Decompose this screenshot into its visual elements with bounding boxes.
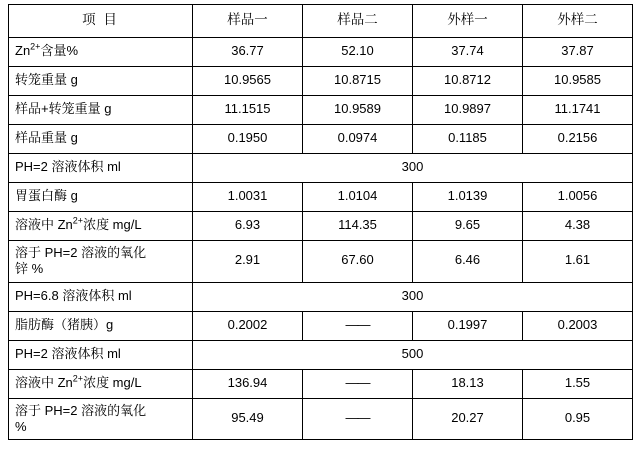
row-merged-value-cell xyxy=(193,282,633,311)
table-header-row xyxy=(9,5,633,38)
row-value-cell xyxy=(303,369,413,398)
results-table xyxy=(8,4,633,440)
row-label-cell xyxy=(9,340,193,369)
cell-value: 11.1741 xyxy=(554,101,601,116)
row-value-cell xyxy=(413,125,523,154)
row-label: $Zn^{2+}$含量% xyxy=(15,41,78,58)
table-row xyxy=(9,125,633,154)
row-value-cell xyxy=(413,398,523,440)
table-row xyxy=(9,340,633,369)
row-value-cell xyxy=(303,241,413,283)
row-value-cell xyxy=(413,369,523,398)
table-row xyxy=(9,311,633,340)
table-row xyxy=(9,282,633,311)
cell-value: 0.2002 xyxy=(227,316,268,332)
row-value-cell xyxy=(193,67,303,96)
row-value-cell xyxy=(413,96,523,125)
row-value-cell xyxy=(193,212,303,241)
table-row xyxy=(9,241,633,283)
row-value-cell xyxy=(193,241,303,283)
row-value-cell xyxy=(523,96,633,125)
cell-value: 10.9565 xyxy=(224,72,271,87)
row-value-cell xyxy=(523,67,633,96)
table-row xyxy=(9,96,633,125)
cell-value: 10.8712 xyxy=(444,72,491,87)
row-label-cell xyxy=(9,183,193,212)
column-header-sample-2: 样品二 xyxy=(303,5,413,38)
row-label: 溶液中 $Zn^{2+}$浓度 mg/L xyxy=(15,373,142,390)
column-header-external-2: 外样二 xyxy=(523,5,633,38)
cell-value: 18.13 xyxy=(451,374,484,390)
row-value-cell xyxy=(303,67,413,96)
row-value-cell xyxy=(303,183,413,212)
row-label: 转笼重量 g xyxy=(15,72,78,87)
cell-value: 300 xyxy=(401,287,424,303)
cell-value: 0.1950 xyxy=(227,130,268,145)
row-label: 溶液中 $Zn^{2+}$浓度 mg/L xyxy=(15,215,142,232)
row-merged-value-cell xyxy=(193,340,633,369)
cell-value: 36.77 xyxy=(231,43,264,58)
row-label-cell xyxy=(9,125,193,154)
cell-value: 67.60 xyxy=(341,252,374,268)
row-label-cell xyxy=(9,96,193,125)
row-value-cell xyxy=(413,212,523,241)
column-header-external-1: 外样一 xyxy=(413,5,523,38)
cell-value: 95.49 xyxy=(231,409,264,425)
row-value-cell xyxy=(523,38,633,67)
cell-value: 300 xyxy=(401,159,424,174)
row-label: PH=2 溶液体积 ml xyxy=(15,345,121,361)
cell-value: 10.9897 xyxy=(444,101,491,116)
cell-value: 20.27 xyxy=(451,409,484,425)
cell-value: 2.91 xyxy=(234,252,261,268)
table-body xyxy=(9,38,633,440)
cell-value: 9.65 xyxy=(454,217,481,232)
row-value-cell xyxy=(413,183,523,212)
row-value-cell xyxy=(523,183,633,212)
cell-value: 0.2156 xyxy=(557,130,598,145)
table-row xyxy=(9,369,633,398)
row-value-cell xyxy=(303,398,413,440)
row-value-cell xyxy=(523,212,633,241)
cell-value: 1.0056 xyxy=(557,188,598,203)
row-label: 溶于 PH=2 溶液的氧化 锌 % xyxy=(15,245,147,277)
cell-value: 500 xyxy=(401,345,424,361)
row-value-cell xyxy=(303,38,413,67)
row-label-cell xyxy=(9,282,193,311)
table-row xyxy=(9,398,633,440)
cell-value: 10.9589 xyxy=(334,101,381,116)
row-label-cell xyxy=(9,67,193,96)
cell-value: 1.0139 xyxy=(447,188,488,203)
table-row xyxy=(9,67,633,96)
cell-value: 10.8715 xyxy=(334,72,381,87)
row-value-cell xyxy=(303,96,413,125)
row-value-cell xyxy=(523,241,633,283)
cell-value: —— xyxy=(345,409,370,425)
row-value-cell xyxy=(523,125,633,154)
cell-value: 4.38 xyxy=(564,217,591,232)
cell-value: 37.74 xyxy=(451,43,484,58)
column-header-sample-1: 样品一 xyxy=(193,5,303,38)
row-value-cell xyxy=(193,369,303,398)
row-label-cell xyxy=(9,212,193,241)
row-value-cell xyxy=(193,183,303,212)
row-label: 样品+转笼重量 g xyxy=(15,101,112,116)
cell-value: 1.0104 xyxy=(337,188,378,203)
row-label: 脂肪酶（猪胰）g xyxy=(15,316,114,332)
row-value-cell xyxy=(413,311,523,340)
row-label-cell xyxy=(9,311,193,340)
column-header-item: 项 目 xyxy=(9,5,193,38)
cell-value: 52.10 xyxy=(341,43,374,58)
cell-value: 0.1185 xyxy=(448,130,487,145)
row-value-cell xyxy=(193,38,303,67)
row-value-cell xyxy=(413,38,523,67)
cell-value: 37.87 xyxy=(561,43,594,58)
table-row xyxy=(9,154,633,183)
row-value-cell xyxy=(193,398,303,440)
row-merged-value-cell xyxy=(193,154,633,183)
row-value-cell xyxy=(303,125,413,154)
row-label: PH=6.8 溶液体积 ml xyxy=(15,287,132,303)
row-label-cell xyxy=(9,241,193,283)
table-row xyxy=(9,38,633,67)
row-value-cell xyxy=(523,369,633,398)
cell-value: 0.0974 xyxy=(337,130,378,145)
row-label-cell xyxy=(9,154,193,183)
row-value-cell xyxy=(193,125,303,154)
row-label: 溶于 PH=2 溶液的氧化 % xyxy=(15,402,147,434)
row-label: 样品重量 g xyxy=(15,130,78,145)
row-label: PH=2 溶液体积 ml xyxy=(15,159,121,174)
document-page xyxy=(0,4,640,476)
cell-value: 1.61 xyxy=(564,252,591,268)
table-row xyxy=(9,183,633,212)
row-value-cell xyxy=(523,398,633,440)
row-value-cell xyxy=(523,311,633,340)
cell-value: —— xyxy=(345,316,370,332)
table-row xyxy=(9,212,633,241)
cell-value: 0.1997 xyxy=(447,316,488,332)
cell-value: 6.46 xyxy=(454,252,481,268)
row-label: 胃蛋白酶 g xyxy=(15,188,78,203)
cell-value: 6.93 xyxy=(234,217,261,232)
row-label-cell xyxy=(9,38,193,67)
table-header xyxy=(9,5,633,38)
cell-value: 114.35 xyxy=(338,217,377,232)
row-label-cell xyxy=(9,369,193,398)
cell-value: 136.94 xyxy=(227,374,268,390)
cell-value: —— xyxy=(345,374,370,390)
row-value-cell xyxy=(193,96,303,125)
row-label-cell xyxy=(9,398,193,440)
row-value-cell xyxy=(413,67,523,96)
row-value-cell xyxy=(193,311,303,340)
row-value-cell xyxy=(303,311,413,340)
cell-value: 10.9585 xyxy=(554,72,601,87)
cell-value: 11.1515 xyxy=(224,101,271,116)
cell-value: 1.0031 xyxy=(227,188,268,203)
cell-value: 0.2003 xyxy=(557,316,598,332)
row-value-cell xyxy=(413,241,523,283)
cell-value: 0.95 xyxy=(564,409,591,425)
cell-value: 1.55 xyxy=(564,374,591,390)
row-value-cell xyxy=(303,212,413,241)
